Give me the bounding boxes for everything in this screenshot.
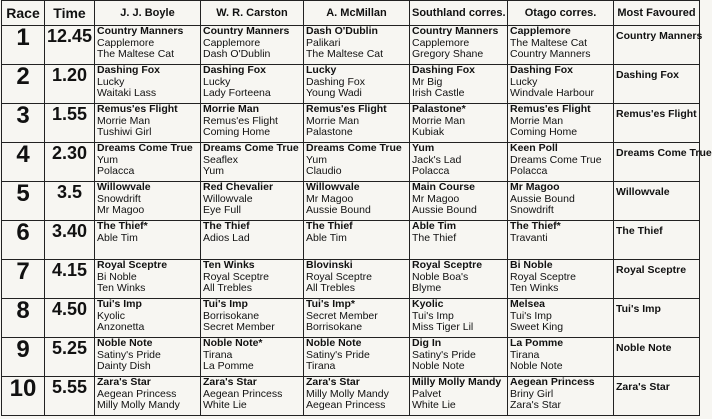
selection: Palastone xyxy=(306,126,353,138)
selection: Royal Sceptre xyxy=(203,270,269,283)
most-favoured-cell xyxy=(614,338,700,377)
selection: Briny Girl xyxy=(510,387,554,400)
selection: Polacca xyxy=(510,165,548,177)
race-time: 2.30 xyxy=(45,143,95,182)
first-selection: Country Manners xyxy=(412,25,499,37)
selection: Noble Note xyxy=(510,360,563,372)
race-number: 10 xyxy=(2,377,45,416)
first-selection: Melsea xyxy=(510,298,546,310)
tipster-selections xyxy=(201,26,304,65)
tipster-selections xyxy=(410,104,508,143)
first-selection: Main Course xyxy=(412,181,476,193)
selection: Eye Full xyxy=(203,204,241,216)
selection: Borrisokane xyxy=(203,309,260,322)
most-favoured-cell xyxy=(614,377,700,416)
selection: Tui's Imp xyxy=(510,309,552,322)
first-selection: Milly Molly Mandy xyxy=(412,376,502,388)
tipster-selections xyxy=(410,65,508,104)
selection: La Pomme xyxy=(203,360,254,372)
first-selection: Able Tim xyxy=(412,220,457,232)
first-selection: Royal Sceptre xyxy=(412,259,483,271)
most-favoured-cell xyxy=(614,65,700,104)
tipster-selections xyxy=(410,26,508,65)
selection: Irish Castle xyxy=(412,87,465,99)
selection: Claudio xyxy=(306,165,342,177)
first-selection: Noble Note xyxy=(97,337,153,349)
selection: Polacca xyxy=(412,165,450,177)
selection: Morrie Man xyxy=(412,114,466,127)
selection: The Maltese Cat xyxy=(510,36,588,49)
first-selection: Dreams Come True xyxy=(203,142,299,154)
selection: Blyme xyxy=(412,282,442,294)
tipster-selections xyxy=(508,104,614,143)
selection: Royal Sceptre xyxy=(510,270,576,283)
selection: Coming Home xyxy=(203,126,271,138)
race-number: 3 xyxy=(2,104,45,143)
selection: Aegean Princess xyxy=(97,387,177,400)
tipping-table xyxy=(1,0,712,416)
tipster-selections xyxy=(201,104,304,143)
race-time: 4.15 xyxy=(45,260,95,299)
time-header: Time xyxy=(45,1,95,26)
selection: Borrisokane xyxy=(306,321,363,333)
tipster-selections xyxy=(304,26,410,65)
tipster-selections xyxy=(201,338,304,377)
tipster-selections xyxy=(95,143,201,182)
first-selection: Zara's Star xyxy=(97,376,151,388)
selection: White Lie xyxy=(203,399,247,411)
first-selection: Dashing Fox xyxy=(203,64,267,76)
header-row xyxy=(2,1,700,26)
tipster-selections xyxy=(304,143,410,182)
selection: Willowvale xyxy=(203,192,253,205)
first-selection: Country Manners xyxy=(97,25,184,37)
first-selection: Country Manners xyxy=(203,25,290,37)
selection: Yum xyxy=(97,153,119,166)
first-selection: The Thief* xyxy=(97,220,148,232)
first-selection: The Thief* xyxy=(510,220,561,232)
tipster-selections xyxy=(304,65,410,104)
table-row xyxy=(2,143,700,182)
race-time: 3.40 xyxy=(45,221,95,260)
tipster-selections xyxy=(508,26,614,65)
selection: Sweet King xyxy=(510,321,564,333)
tipster-selections xyxy=(95,26,201,65)
first-selection: Tui's Imp xyxy=(97,298,142,310)
most-favoured-cell xyxy=(614,182,700,221)
tipster-selections xyxy=(508,377,614,416)
race-number: 1 xyxy=(2,26,45,65)
selection: Morrie Man xyxy=(306,114,360,127)
selection: All Trebles xyxy=(306,282,356,294)
tipster-header-mcmillan: A. McMillan xyxy=(304,1,410,26)
table-row xyxy=(2,299,700,338)
most-favoured-cell xyxy=(614,143,712,182)
first-selection: Lucky xyxy=(306,64,337,76)
selection: Aussie Bound xyxy=(510,192,575,205)
selection: Kubiak xyxy=(412,126,445,138)
first-selection: The Thief xyxy=(306,220,353,232)
first-selection: The Thief xyxy=(203,220,250,232)
race-time: 4.50 xyxy=(45,299,95,338)
tipster-header-carston: W. R. Carston xyxy=(201,1,304,26)
first-selection: Dig In xyxy=(412,337,442,349)
tipster-selections xyxy=(95,338,201,377)
tipster-selections xyxy=(304,377,410,416)
first-selection: Bi Noble xyxy=(510,259,553,271)
first-selection: Tui's Imp xyxy=(203,298,248,310)
table-row xyxy=(2,338,700,377)
selection: Dash O'Dublin xyxy=(203,48,271,60)
tipster-selections xyxy=(95,221,201,260)
tipster-selections xyxy=(508,65,614,104)
selection: The Maltese Cat xyxy=(97,48,175,60)
race-number: 7 xyxy=(2,260,45,299)
first-selection: Ten Winks xyxy=(203,259,255,271)
tipster-header-southland: Southland corres. xyxy=(410,1,508,26)
selection: Anzonetta xyxy=(97,321,145,333)
selection: Noble Note xyxy=(412,360,465,372)
race-header: Race xyxy=(2,1,45,26)
selection: Mr Magoo xyxy=(306,192,354,205)
tipster-selections xyxy=(410,143,508,182)
selection: Dainty Dish xyxy=(97,360,151,372)
first-selection: La Pomme xyxy=(510,337,564,349)
table-row xyxy=(2,26,700,65)
tipster-selections xyxy=(95,65,201,104)
first-selection: Noble Note* xyxy=(203,337,263,349)
first-selection: Palastone* xyxy=(412,103,466,115)
selection: Miss Tiger Lil xyxy=(412,321,474,333)
most-favoured-selection: Dreams Come True xyxy=(616,147,712,159)
first-selection: Dashing Fox xyxy=(97,64,161,76)
selection: Jack's Lad xyxy=(412,153,462,166)
tipster-selections xyxy=(304,338,410,377)
selection: Royal Sceptre xyxy=(306,270,372,283)
selection: Snowdrift xyxy=(97,192,141,205)
selection: Tirana xyxy=(306,360,336,372)
selection: Tui's Imp xyxy=(412,309,454,322)
most-favoured-selection: Willowvale xyxy=(616,186,670,198)
selection: Aegean Princess xyxy=(306,399,386,411)
first-selection: Dash O'Dublin xyxy=(306,25,378,37)
race-number: 8 xyxy=(2,299,45,338)
selection: Yum xyxy=(203,165,225,177)
first-selection: Remus'es Flight xyxy=(306,103,387,115)
first-selection: Capplemore xyxy=(510,25,571,37)
tipster-selections xyxy=(410,338,508,377)
tipster-selections xyxy=(95,377,201,416)
selection: Morrie Man xyxy=(510,114,564,127)
first-selection: Willowvale xyxy=(306,181,360,193)
selection: Morrie Man xyxy=(97,114,151,127)
table-row xyxy=(2,65,700,104)
selection: White Lie xyxy=(412,399,456,411)
selection: Mr Magoo xyxy=(412,192,460,205)
selection: Remus'es Flight xyxy=(203,114,278,127)
tipster-selections xyxy=(508,260,614,299)
most-favoured-cell xyxy=(614,221,700,260)
first-selection: Blovinski xyxy=(306,259,353,271)
tipster-selections xyxy=(95,299,201,338)
selection: Capplemore xyxy=(203,36,261,49)
first-selection: Kyolic xyxy=(412,298,444,310)
selection: Ten Winks xyxy=(97,282,146,294)
selection: Tushiwi Girl xyxy=(97,126,152,138)
tipster-selections xyxy=(304,104,410,143)
tipster-selections xyxy=(304,260,410,299)
selection: Coming Home xyxy=(510,126,578,138)
race-time: 12.45 xyxy=(45,26,95,65)
selection: Zara's Star xyxy=(510,399,562,411)
first-selection: Zara's Star xyxy=(203,376,257,388)
tipster-selections xyxy=(410,260,508,299)
first-selection: Tui's Imp* xyxy=(306,298,355,310)
most-favoured-header: Most Favoured xyxy=(614,1,700,26)
selection: Satiny's Pride xyxy=(412,348,476,361)
first-selection: Keen Poll xyxy=(510,142,558,154)
tipster-selections xyxy=(508,143,614,182)
most-favoured-selection: Tui's Imp xyxy=(616,303,661,315)
most-favoured-selection: Country Manners xyxy=(616,30,703,42)
most-favoured-selection: The Thief xyxy=(616,225,663,237)
selection: Mr Magoo xyxy=(97,204,145,216)
selection: Noble Boa's xyxy=(412,270,469,283)
race-time: 3.5 xyxy=(45,182,95,221)
selection: Lady Forteena xyxy=(203,87,271,99)
selection: Bi Noble xyxy=(97,270,137,283)
tipster-selections xyxy=(410,377,508,416)
first-selection: Aegean Princess xyxy=(510,376,595,388)
race-number: 9 xyxy=(2,338,45,377)
first-selection: Remus'es Flight xyxy=(97,103,178,115)
race-time: 5.55 xyxy=(45,377,95,416)
selection: Aussie Bound xyxy=(306,204,371,216)
selection: Travanti xyxy=(510,231,548,244)
selection: All Trebles xyxy=(203,282,253,294)
selection: Satiny's Pride xyxy=(306,348,370,361)
table-row xyxy=(2,104,700,143)
tipster-selections xyxy=(201,182,304,221)
most-favoured-selection: Noble Note xyxy=(616,342,672,354)
selection: Palikari xyxy=(306,36,341,49)
selection: Palvet xyxy=(412,387,442,400)
selection: Gregory Shane xyxy=(412,48,484,60)
first-selection: Remus'es Flight xyxy=(510,103,591,115)
tipster-selections xyxy=(508,338,614,377)
selection: Waitaki Lass xyxy=(97,87,157,99)
selection: Ten Winks xyxy=(510,282,559,294)
selection: Milly Molly Mandy xyxy=(97,399,180,411)
tipster-selections xyxy=(95,260,201,299)
tipster-header-boyle: J. J. Boyle xyxy=(95,1,201,26)
most-favoured-selection: Royal Sceptre xyxy=(616,264,687,276)
selection: The Maltese Cat xyxy=(306,48,384,60)
selection: Polacca xyxy=(97,165,135,177)
most-favoured-cell xyxy=(614,104,700,143)
selection: Lucky xyxy=(203,75,231,88)
selection: Snowdrift xyxy=(510,204,554,216)
selection: Aegean Princess xyxy=(203,387,283,400)
selection: Young Wadi xyxy=(306,87,362,99)
race-number: 2 xyxy=(2,65,45,104)
first-selection: Dreams Come True xyxy=(306,142,402,154)
first-selection: Red Chevalier xyxy=(203,181,274,193)
selection: Able Tim xyxy=(97,231,138,244)
most-favoured-selection: Zara's Star xyxy=(616,381,670,393)
first-selection: Noble Note xyxy=(306,337,362,349)
first-selection: Royal Sceptre xyxy=(97,259,168,271)
most-favoured-selection: Remus'es Flight xyxy=(616,108,697,120)
selection: Windvale Harbour xyxy=(510,87,595,99)
tipster-selections xyxy=(304,299,410,338)
race-number: 5 xyxy=(2,182,45,221)
selection: Capplemore xyxy=(97,36,155,49)
selection: Yum xyxy=(306,153,328,166)
tipster-selections xyxy=(201,377,304,416)
selection: Capplemore xyxy=(412,36,470,49)
first-selection: Dashing Fox xyxy=(510,64,574,76)
tipster-selections xyxy=(508,221,614,260)
tipster-selections xyxy=(201,143,304,182)
race-time: 5.25 xyxy=(45,338,95,377)
table-row xyxy=(2,260,700,299)
first-selection: Zara's Star xyxy=(306,376,360,388)
race-number: 4 xyxy=(2,143,45,182)
tipster-header-otago: Otago corres. xyxy=(508,1,614,26)
selection: Tirana xyxy=(510,348,540,361)
first-selection: Dreams Come True xyxy=(97,142,193,154)
selection: Seaflex xyxy=(203,153,239,166)
race-time: 1.20 xyxy=(45,65,95,104)
selection: Mr Big xyxy=(412,75,443,88)
selection: Satiny's Pride xyxy=(97,348,161,361)
selection: Lucky xyxy=(510,75,538,88)
first-selection: Mr Magoo xyxy=(510,181,560,193)
tipster-selections xyxy=(304,182,410,221)
selection: Aussie Bound xyxy=(412,204,477,216)
tipster-selections xyxy=(201,65,304,104)
selection: Secret Member xyxy=(306,309,378,322)
race-number: 6 xyxy=(2,221,45,260)
tipster-selections xyxy=(201,299,304,338)
selection: Adios Lad xyxy=(203,231,250,244)
tipster-selections xyxy=(201,221,304,260)
race-time: 1.55 xyxy=(45,104,95,143)
most-favoured-cell xyxy=(614,299,700,338)
table-row xyxy=(2,377,700,416)
selection: Lucky xyxy=(97,75,125,88)
tipster-selections xyxy=(410,221,508,260)
most-favoured-cell xyxy=(614,260,700,299)
tipster-selections xyxy=(410,299,508,338)
selection: Kyolic xyxy=(97,309,126,322)
most-favoured-selection: Dashing Fox xyxy=(616,69,680,81)
selection: Able Tim xyxy=(306,231,347,244)
tipster-selections xyxy=(201,260,304,299)
tipster-selections xyxy=(508,299,614,338)
selection: Dreams Come True xyxy=(510,153,602,166)
first-selection: Morrie Man xyxy=(203,103,260,115)
selection: Milly Molly Mandy xyxy=(306,387,389,400)
first-selection: Yum xyxy=(412,142,435,154)
tipster-selections xyxy=(304,221,410,260)
selection: Secret Member xyxy=(203,321,275,333)
first-selection: Dashing Fox xyxy=(412,64,476,76)
selection: Country Manners xyxy=(510,48,591,60)
table-row xyxy=(2,221,700,260)
tipster-selections xyxy=(95,104,201,143)
selection: The Thief xyxy=(412,231,457,244)
tipster-selections xyxy=(95,182,201,221)
tipster-selections xyxy=(508,182,614,221)
table-body xyxy=(2,24,712,416)
selection: Tirana xyxy=(203,348,233,361)
table-row xyxy=(2,182,700,221)
most-favoured-cell xyxy=(614,26,703,65)
tipster-selections xyxy=(410,182,508,221)
selection: Dashing Fox xyxy=(306,75,365,88)
first-selection: Willowvale xyxy=(97,181,151,193)
